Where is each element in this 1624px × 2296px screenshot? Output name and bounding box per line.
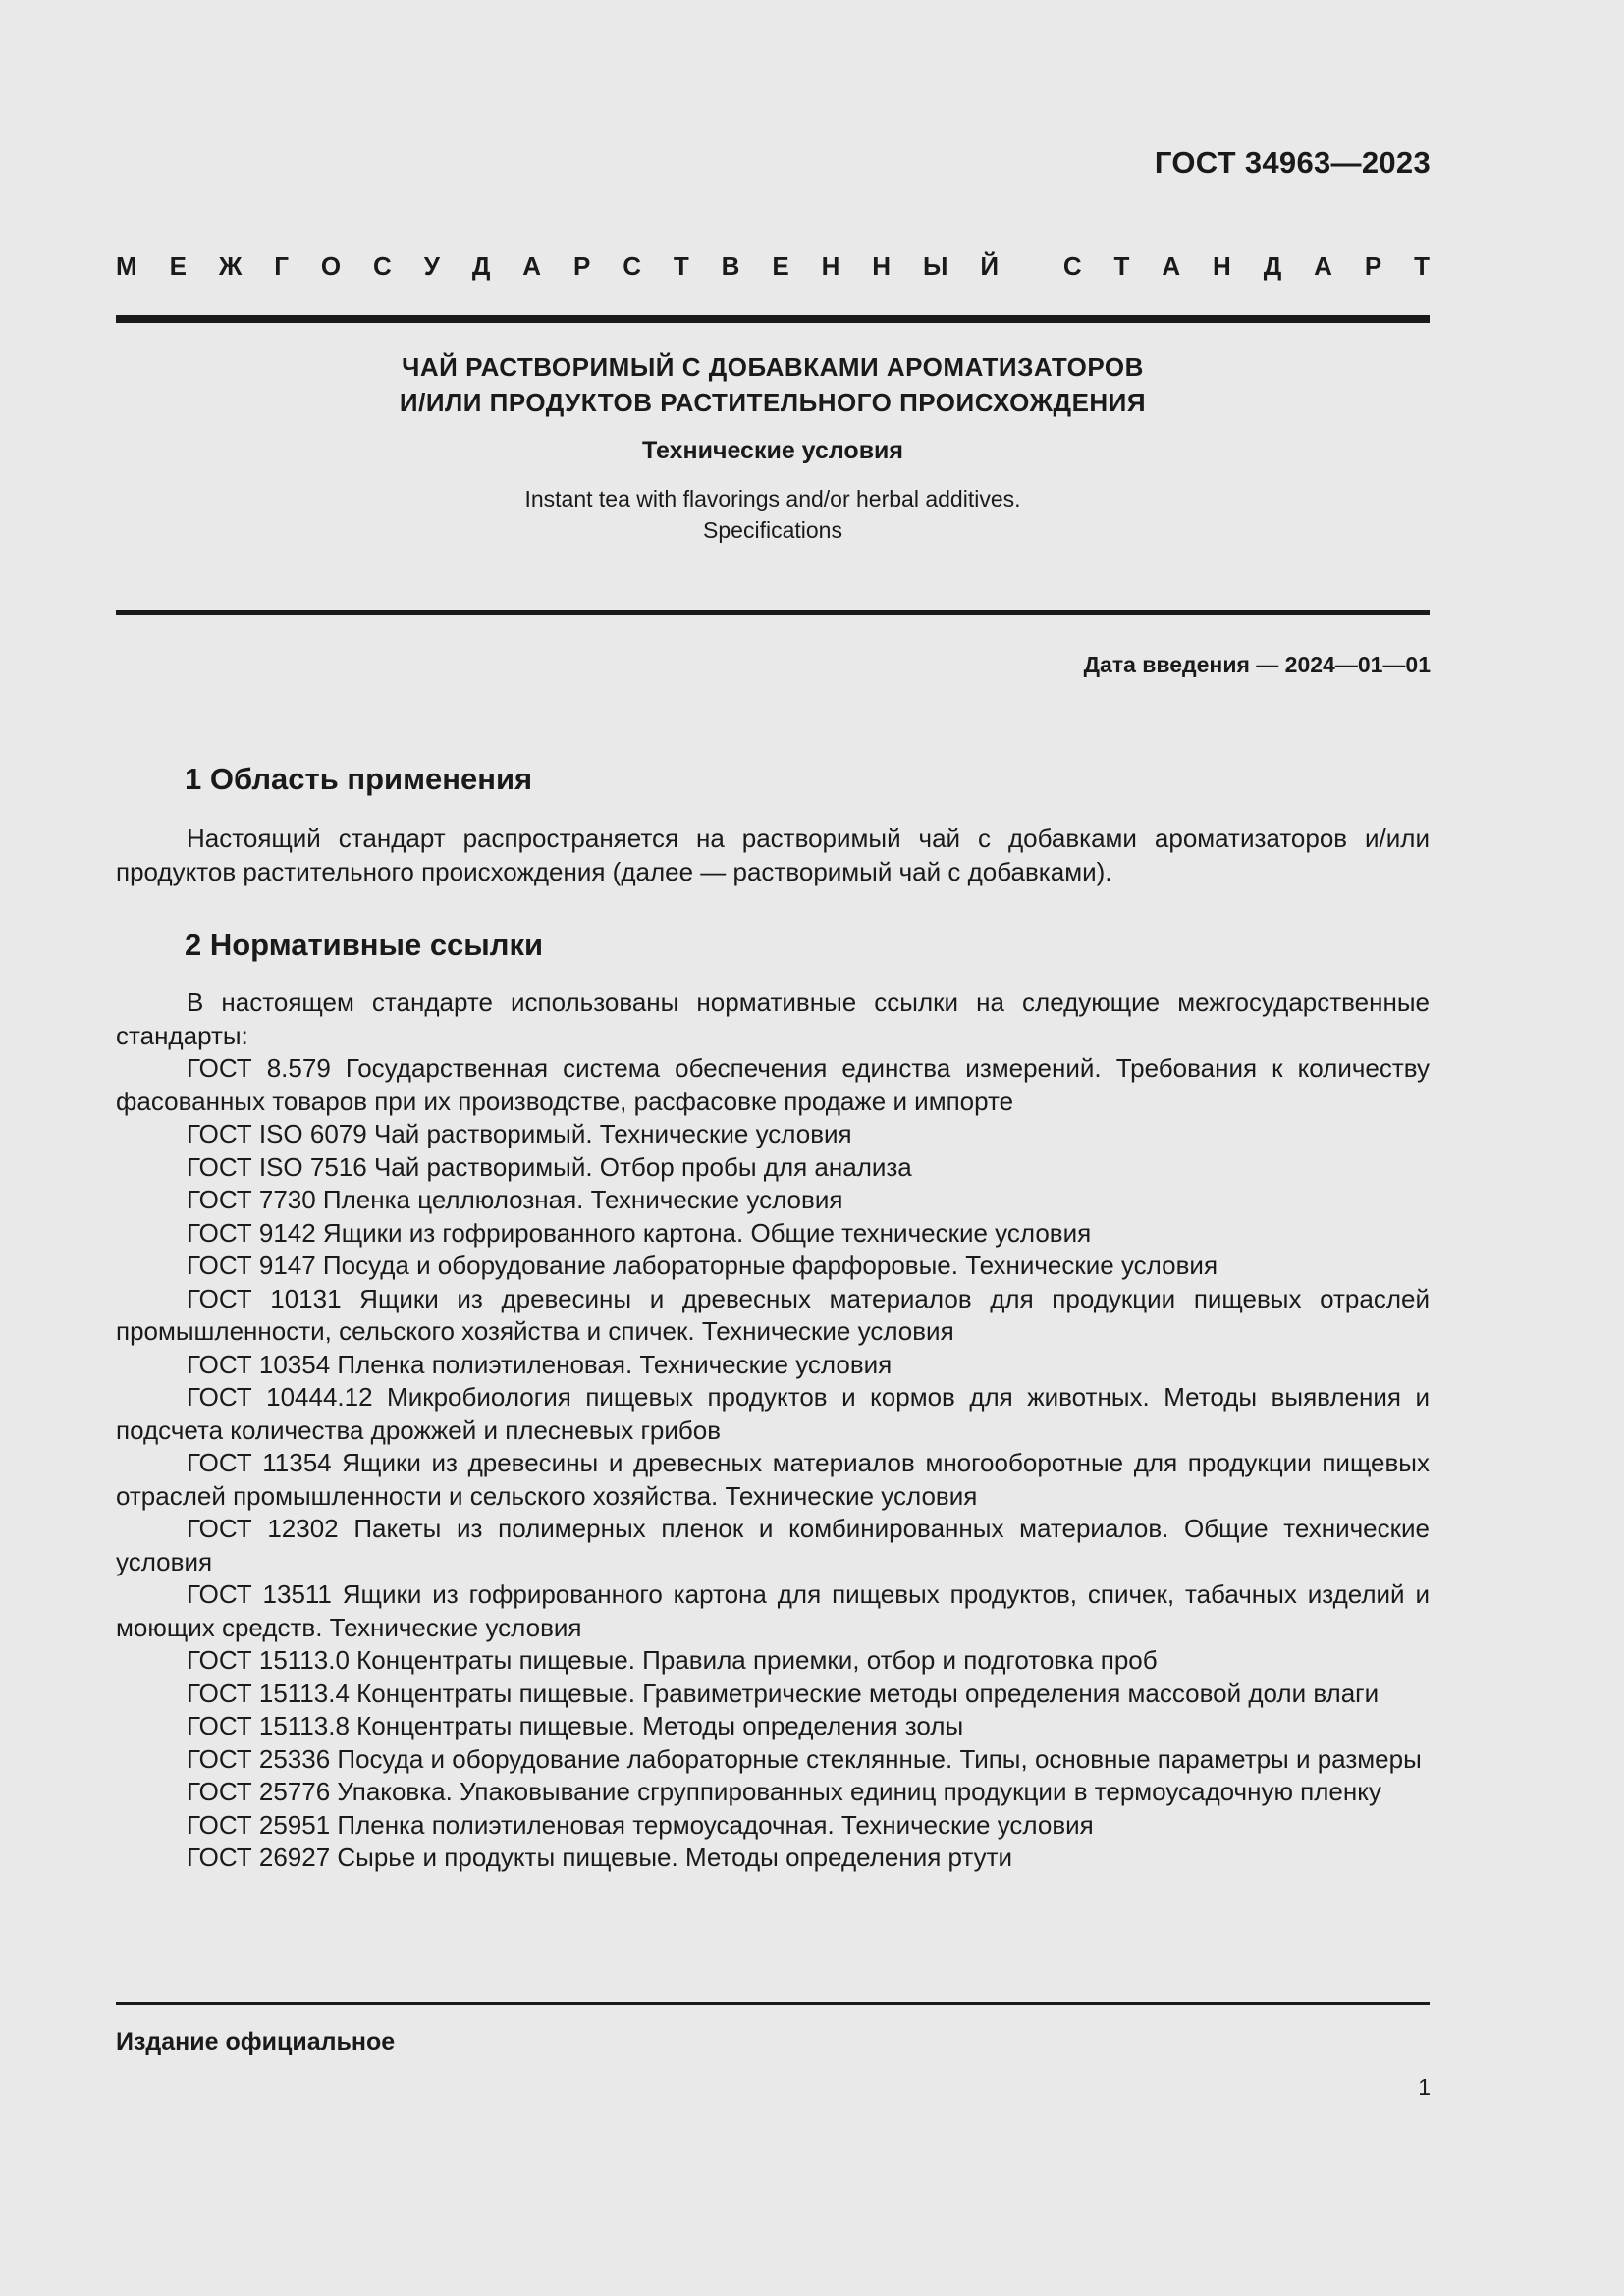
reference-item: ГОСТ 9147 Посуда и оборудование лабораторные фарфоровые. Технические условия [187,1251,1218,1280]
standard-type-letter: Т [673,251,689,281]
standard-type-letter: А [1162,251,1181,281]
standard-type-letter: Г [274,251,289,281]
standard-type-letter: А [1314,251,1332,281]
standard-type-letter: Й [980,251,1000,281]
standard-type-letter: О [320,251,342,281]
standard-type-letter: Ы [922,251,948,281]
reference-item: ГОСТ 10444.12 Микробиология пищевых продуктов и кормов для животных. Методы выявления и подсчета количества дрожжей и плесневых грибов [116,1382,1430,1445]
standard-type-letter: Н [872,251,892,281]
standard-type-letter: Т [1113,251,1130,281]
section-2-heading: 2 Нормативные ссылки [185,928,544,962]
standard-type-letter: Д [471,251,491,281]
reference-item: ГОСТ 10131 Ящики из древесины и древесных материалов для продукции пищевых отраслей промышленности, сельского хозяйства и спичек. Технические условия [116,1283,1430,1346]
title-line-1: ЧАЙ РАСТВОРИМЫЙ С ДОБАВКАМИ АРОМАТИЗАТОРОВ [402,352,1144,382]
standard-type-letter: М [116,251,137,281]
reference-item: ГОСТ 9142 Ящики из гофрированного картона. Общие технические условия [187,1217,1092,1248]
section-2-body [116,987,1430,1875]
title-block [116,349,1430,546]
document-number: ГОСТ 34963—2023 [1154,145,1431,180]
reference-item: ГОСТ ISO 7516 Чай растворимый. Отбор пробы для анализа [187,1151,912,1182]
title-divider [116,610,1430,615]
paragraph: Настоящий стандарт распространяется на растворимый чай с добавками ароматизаторов и/или продуктов растительного происхождения (далее — растворимый чай с добавками). [116,824,1430,886]
reference-item: ГОСТ 15113.8 Концентраты пищевые. Методы определения золы [187,1711,964,1740]
reference-item: ГОСТ 15113.4 Концентраты пищевые. Гравиметрические методы определения массовой доли влаги [187,1678,1380,1708]
standard-type-letter: С [1062,251,1082,281]
standard-type-letter: В [721,251,740,281]
standard-type-letter: Т [1414,251,1430,281]
title-english-line-2: Specifications [703,517,842,543]
standard-type-letter: Д [1263,251,1282,281]
reference-item: ГОСТ 8.579 Государственная система обеспечения единства измерений. Требования к количеству фасованных товаров при их производстве, расфасовке продаже и импорте [116,1053,1430,1116]
section-1-heading: 1 Область применения [185,762,533,796]
standard-type-letter: Е [169,251,187,281]
standard-type-letter: У [423,251,440,281]
reference-item: ГОСТ 25951 Пленка полиэтиленовая термоусадочная. Технические условия [187,1809,1094,1840]
standard-type-letter: С [623,251,641,281]
standard-type-letter: Н [821,251,840,281]
top-divider [116,315,1430,323]
paragraph: В настоящем стандарте использованы нормативные ссылки на следующие межгосударственные стандарты: [116,988,1430,1050]
standard-type-letter: Е [772,251,789,281]
standard-type-letter: Р [1364,251,1382,281]
title-english-line-1: Instant tea with flavorings and/or herbal additives. [524,486,1021,511]
standard-type-letter: А [522,251,542,281]
reference-item: ГОСТ 13511 Ящики из гофрированного картона для пищевых продуктов, спичек, табачных изделий и моющих средств. Технические условия [116,1579,1430,1642]
title-english [116,483,1430,546]
edition-label: Издание официальное [116,2028,396,2056]
reference-item: ГОСТ ISO 6079 Чай растворимый. Технические условия [187,1119,852,1148]
reference-item: ГОСТ 25336 Посуда и оборудование лабораторные стеклянные. Типы, основные параметры и размеры [187,1743,1422,1774]
section-1-body [116,823,1430,888]
reference-item: ГОСТ 7730 Пленка целлюлозная. Технические условия [187,1185,843,1214]
reference-item: ГОСТ 11354 Ящики из древесины и древесных материалов многооборотные для продукции пищевых отраслей промышленности и сельского хозяйства. Технические условия [116,1448,1430,1511]
introduction-date: Дата введения — 2024—01—01 [1083,652,1431,677]
standard-type-letter: Р [572,251,591,281]
standard-type-heading [116,251,1430,282]
standard-type-letter: С [373,251,392,281]
title-subtitle: Технические условия [641,437,904,464]
standard-type-letter: Ж [218,251,243,281]
reference-item: ГОСТ 26927 Сырье и продукты пищевые. Методы определения ртути [187,1842,1013,1872]
reference-item: ГОСТ 15113.0 Концентраты пищевые. Правила приемки, отбор и подготовка проб [187,1645,1158,1675]
footer-divider [116,2002,1430,2005]
reference-item: ГОСТ 10354 Пленка полиэтиленовая. Технические условия [187,1349,893,1379]
reference-item: ГОСТ 12302 Пакеты из полимерных пленок и комбинированных материалов. Общие технические условия [116,1514,1430,1576]
page-number: 1 [1418,2074,1431,2100]
title-line-2: И/ИЛИ ПРОДУКТОВ РАСТИТЕЛЬНОГО ПРОИСХОЖДЕНИЯ [399,388,1147,417]
standard-type-letter: Н [1213,251,1231,281]
reference-item: ГОСТ 25776 Упаковка. Упаковывание сгруппированных единиц продукции в термоусадочную пленку [187,1777,1381,1806]
